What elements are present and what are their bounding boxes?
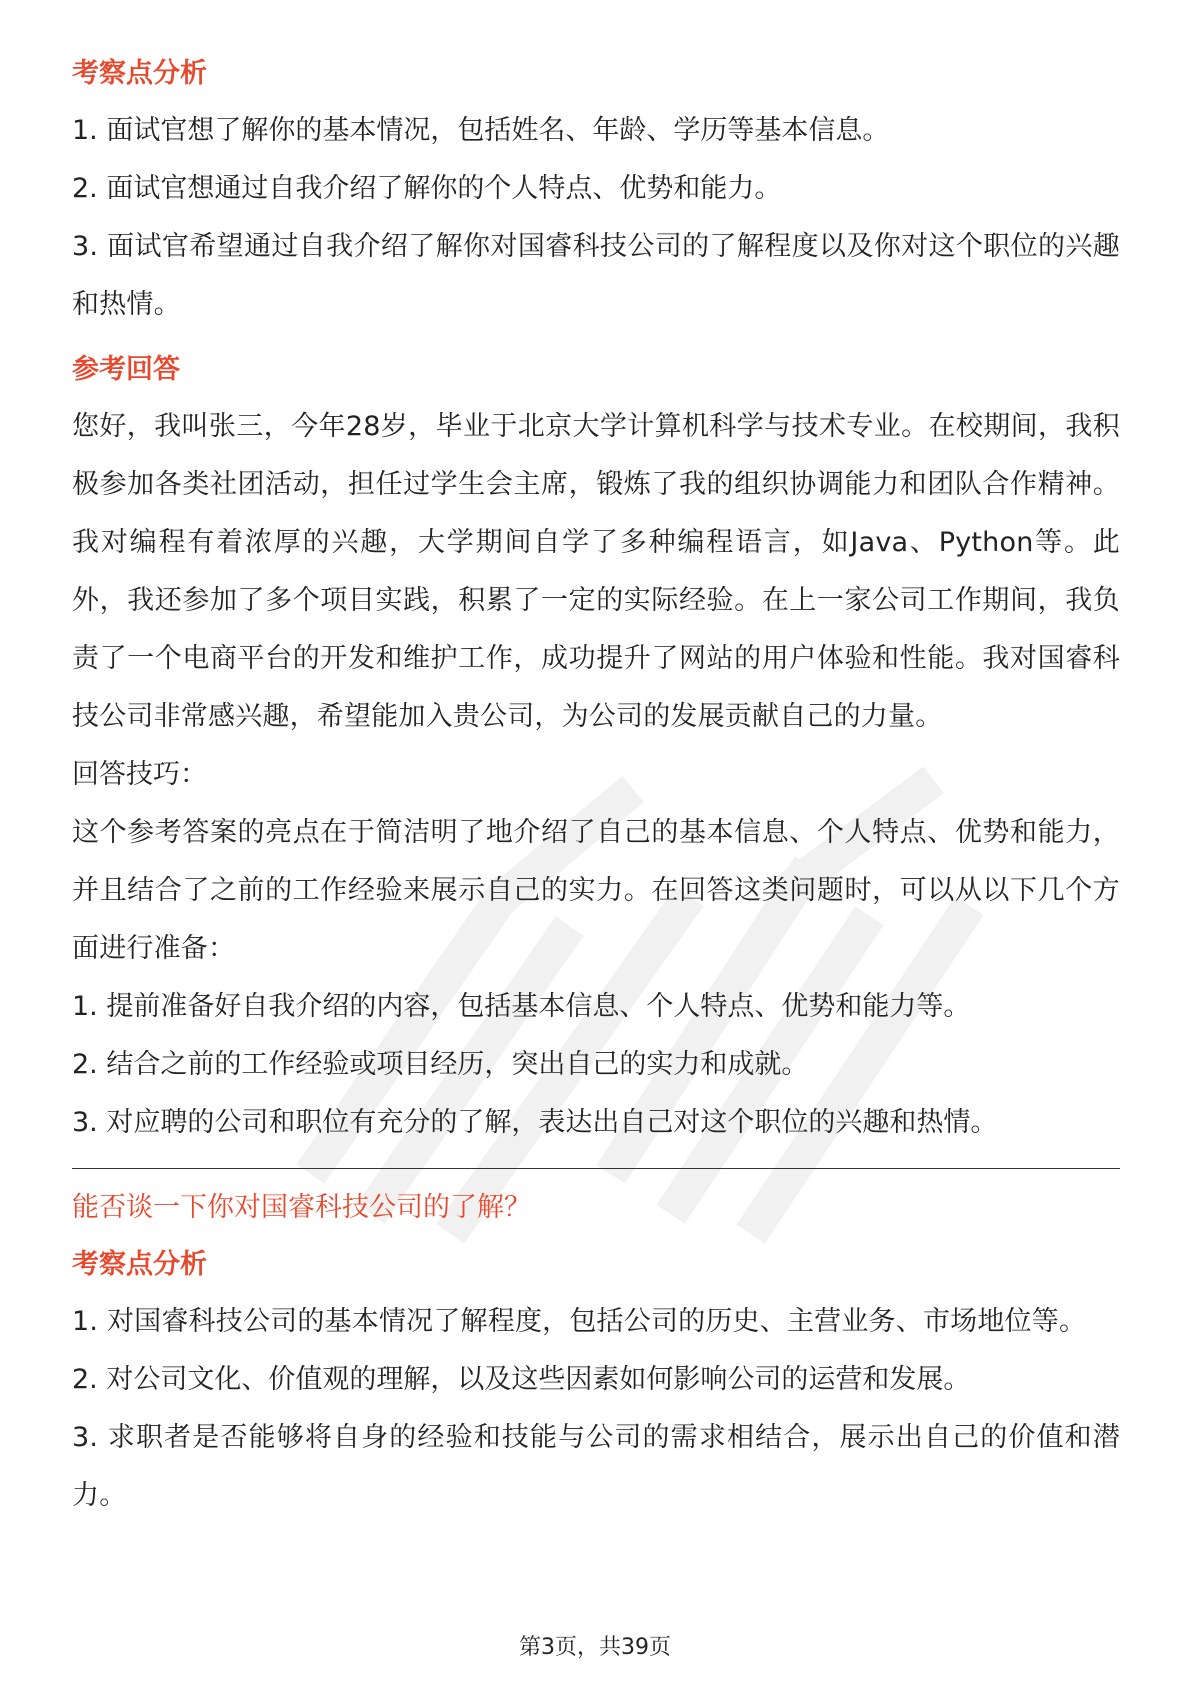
analysis-heading: 考察点分析: [72, 58, 207, 89]
tips-label: 回答技巧：: [72, 759, 207, 790]
analysis-item: 2. 面试官想通过自我介绍了解你的个人特点、优势和能力。: [72, 173, 782, 204]
analysis-item: 2. 对公司文化、价值观的理解，以及这些因素如何影响公司的运营和发展。: [72, 1364, 971, 1395]
tips-item: 1. 提前准备好自我介绍的内容，包括基本信息、个人特点、优势和能力等。: [72, 991, 971, 1022]
main-content: [72, 46, 1120, 1525]
tips-text: 这个参考答案的亮点在于简洁明了地介绍了自己的基本信息、个人特点、优势和能力，并且结合了之前的工作经验来展示自己的实力。在回答这类问题时，可以从以下几个方面进行准备：: [72, 817, 1120, 964]
page-number: 第3页，共39页: [519, 1635, 671, 1660]
reference-answer-heading: 参考回答: [72, 354, 180, 385]
analysis-item: 1. 对国睿科技公司的基本情况了解程度，包括公司的历史、主营业务、市场地位等。: [72, 1306, 1087, 1337]
analysis-item: 3. 求职者是否能够将自身的经验和技能与公司的需求相结合，展示出自己的价值和潜力。: [72, 1422, 1120, 1511]
analysis-heading: 考察点分析: [72, 1249, 207, 1280]
analysis-item: 1. 面试官想了解你的基本情况，包括姓名、年龄、学历等基本信息。: [72, 115, 890, 146]
analysis-item: 3. 面试官希望通过自我介绍了解你对国睿科技公司的了解程度以及你对这个职位的兴趣和热情。: [72, 231, 1120, 320]
tips-item: 2. 结合之前的工作经验或项目经历，突出自己的实力和成就。: [72, 1049, 809, 1080]
tips-item: 3. 对应聘的公司和职位有充分的了解，表达出自己对这个职位的兴趣和热情。: [72, 1107, 998, 1138]
section-divider: [72, 1168, 1120, 1169]
reference-answer-text: 您好，我叫张三，今年28岁，毕业于北京大学计算机科学与技术专业。在校期间，我积极参加各类社团活动，担任过学生会主席，锻炼了我的组织协调能力和团队合作精神。我对编程有着浓厚的兴趣，大学期间自学了多种编程语言，如Java、Python等。此外，我还参加了多个项目实践，积累了一定的实际经验。在上一家公司工作期间，我负责了一个电商平台的开发和维护工作，成功提升了网站的用户体验和性能。我对国睿科技公司非常感兴趣，希望能加入贵公司，为公司的发展贡献自己的力量。: [72, 411, 1120, 732]
question-title: 能否谈一下你对国睿科技公司的了解？: [72, 1192, 531, 1223]
